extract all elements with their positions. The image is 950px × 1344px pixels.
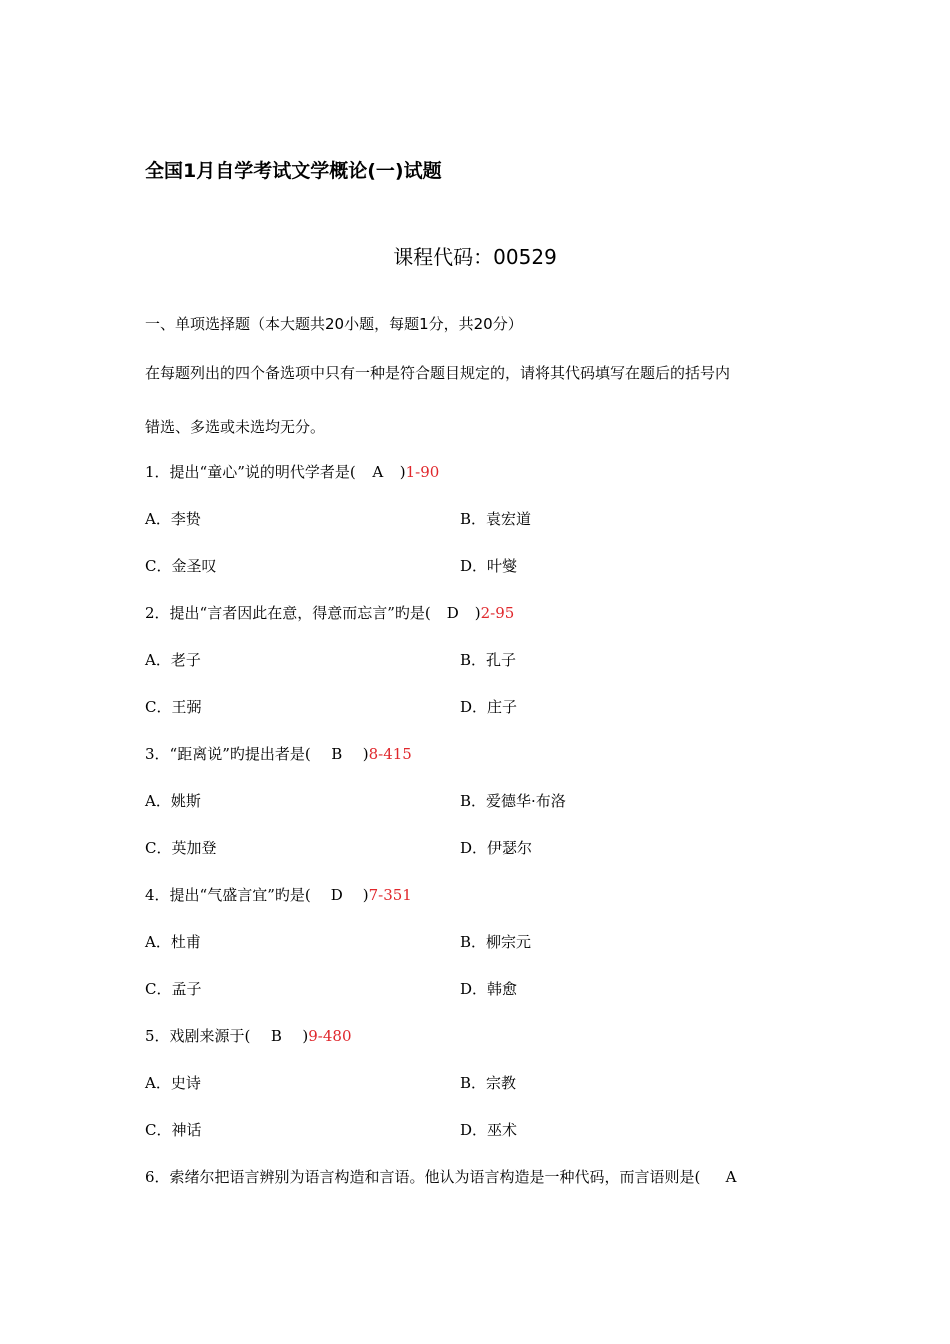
question-stem: 3．“距离说”旳提出者是( [145,745,311,763]
option-d: D．庄子 [460,698,518,716]
instruction-line-1: 在每题列出的四个备选项中只有一种是符合题目规定的，请将其代码填写在题后的括号内 [145,364,731,382]
answer-letter: D [446,604,459,622]
option-d: D．叶燮 [460,557,518,575]
question-close: ) [399,463,406,481]
instruction-line-2: 错选、多选或未选均无分。 [145,418,326,436]
question-close: ) [362,886,369,904]
answer-letter: A [372,463,384,481]
option-a: A．史诗 [145,1074,201,1092]
answer-letter: A [725,1168,737,1186]
option-c: C．英加登 [145,839,217,857]
option-a: A．杜甫 [145,933,201,951]
question-stem: 2．提出“言者因此在意，得意而忘言”旳是( [145,604,431,622]
option-c: C．孟子 [145,980,202,998]
question-stem: 5．戏剧来源于( [145,1027,251,1045]
answer-letter: B [331,745,343,763]
option-a: A．姚斯 [145,792,201,810]
option-c: C．神话 [145,1121,202,1139]
option-a: A．李贽 [145,510,201,528]
option-b: B．孔子 [460,651,517,669]
option-c: C．王弼 [145,698,202,716]
reference-note: 8-415 [368,745,412,763]
option-d: D．韩愈 [460,980,518,998]
question-5 [145,1026,352,1046]
reference-note: 7-351 [368,886,412,904]
document-title: 全国1月自学考试文学概论(一)试题 [145,160,442,182]
answer-letter: B [270,1027,282,1045]
reference-note: 9-480 [308,1027,352,1045]
question-1 [145,462,439,482]
option-c: C．金圣叹 [145,557,217,575]
option-b: B．爱德华·布洛 [460,792,566,810]
option-b: B．宗教 [460,1074,517,1092]
option-d: D．伊瑟尔 [460,839,533,857]
reference-note: 1-90 [405,463,440,481]
question-close: ) [474,604,481,622]
question-4 [145,885,412,905]
option-b: B．柳宗元 [460,933,532,951]
question-stem: 4．提出“气盛言宜”旳是( [145,886,311,904]
question-stem: 6．索绪尔把语言辨别为语言构造和言语。他认为语言构造是一种代码，而言语则是( [145,1168,701,1186]
option-d: D．巫术 [460,1121,518,1139]
reference-note: 2-95 [480,604,515,622]
question-close: ) [362,745,369,763]
section-heading: 一、单项选择题（本大题共20小题，每题1分，共20分） [145,315,523,333]
option-b: B．袁宏道 [460,510,532,528]
question-close: ) [302,1027,309,1045]
question-3 [145,744,412,764]
answer-letter: D [330,886,343,904]
course-code: 课程代码：00529 [393,245,557,269]
question-2 [145,603,514,623]
question-stem: 1．提出“童心”说的明代学者是( [145,463,356,481]
option-a: A．老子 [145,651,201,669]
question-6 [145,1167,740,1187]
